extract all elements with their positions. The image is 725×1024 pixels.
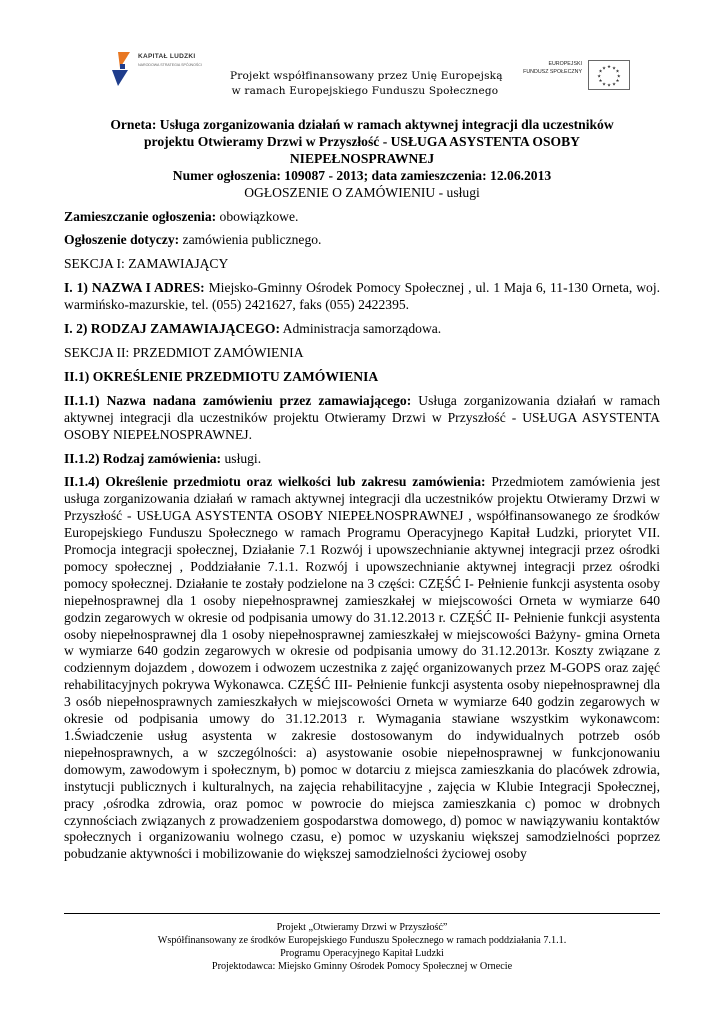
section-1-heading: SEKCJA I: ZAMAWIAJĄCY xyxy=(64,256,229,272)
notice-number-date: Numer ogłoszenia: 109087 - 2013; data zamieszczenia: 12.06.2013 xyxy=(172,167,552,183)
svg-text:★: ★ xyxy=(616,74,621,80)
kapital-ludzki-emblem-icon xyxy=(108,50,136,90)
placement-label: Zamieszczanie ogłoszenia: xyxy=(64,208,217,224)
name-address-label: I. 1) NAZWA I ADRES: xyxy=(64,280,205,296)
ii12-label: II.1.2) Rodzaj zamówienia: xyxy=(64,450,222,466)
placement-value: obowiązkowe. xyxy=(216,208,299,224)
ii1-heading-text: II.1) OKREŚLENIE PRZEDMIOTU ZAMÓWIENIA xyxy=(64,368,379,384)
efs-logo xyxy=(516,60,636,90)
ii11-value: Usługa zorganizowania działań w ramach aktywnej integracji dla uczestników projektu Otwieramy Drzwi w Przyszłość - USŁUGA ASYSTENTA OSOBY NIEPEŁNOSPRAWNEJ. xyxy=(64,392,660,442)
footer-line-1: Projekt „Otwieramy Drzwi w Przyszłość” xyxy=(276,922,448,933)
efs-logo-line-1: EUROPEJSKI xyxy=(548,61,582,67)
notice-title-line-2: projektu Otwieramy Drzwi w Przyszłość - USŁUGA ASYSTENTA OSOBY xyxy=(143,133,580,149)
ii12-paragraph xyxy=(64,451,660,468)
ii11-paragraph xyxy=(64,393,660,444)
notice-title-line-3: NIEPEŁNOSPRAWNEJ xyxy=(289,150,435,166)
name-address-paragraph xyxy=(64,280,660,314)
page-footer xyxy=(64,921,660,973)
notice-type: OGŁOSZENIE O ZAMÓWIENIU - usługi xyxy=(244,184,480,200)
ii14-value: Przedmiotem zamówienia jest usługa zorganizowania działań w ramach aktywnej integracji dla uczestników projektu Otwieramy Drzwi w Przyszłość - USŁUGA ASYSTENTA OSOBY NIEPEŁNOSPRAWNEJ , współfinansowanego ze środków Europejskiego Funduszu Społecznego w ramach Programu Operacyjnego Kapitał Ludzki, priorytet VII. Promocja integracji społecznej, Działanie 7.1 Rozwój i upowszechnianie aktywnej integracji przez ośrodki pomocy społecznej , Poddziałanie 7.1.1. Rozwój i upowszechnianie aktywnej integracji przez ośrodki pomocy społecznej. Działanie te zostały podzielone na 3 części: CZĘŚĆ I- Pełnienie funkcji asystenta osoby niepełnosprawnej dla 1 osoby niepełnosprawnej zamieszkałej w miejscowości Orneta w wymiarze 640 godzin zegarowych w okresie od podpisania umowy do 31.12.2013 r. CZĘŚĆ II- Pełnienie funkcji asystenta osoby niepełnosprawnej dla 1 osoby niepełnosprawnej zamieszkałej w miejscowości Bażyny- gmina Orneta w wymiarze 640 godzin zegarowych w okresie od podpisania umowy do 31.12.2013r. Koszty związane z codziennym dojazdem , dowozem i odwozem uczestnika z zajęć organizowanych przez M-GOPS oraz zajęć rehabilitacyjnych pokrywa Wykonawca. CZĘŚĆ III- Pełnienie funkcji asystenta osoby niepełnosprawnej dla 3 osób niepełnosprawnych zamieszkałych w miejscowości Orneta w wymiarze 640 godzin zegarowych w okresie od podpisania umowy do 31.12.2013 r. Wymagania stawiane wszystkim wykonawcom: 1.Świadczenie usług asystenta w zakresie dostosowanym do indywidualnych potrzeb osób niepełnosprawnych, a w szczególności: a) asystowanie osobie niepełnosprawnej w funkcjonowaniu domowym, zawodowym i społecznym, b) pomoc w dotarciu z miejsca zamieszkania do placówek zdrowia, instytucji publicznych i kulturalnych, na zajęcia rehabilitacyjne , zajęcia w Klubie Integracji Społecznej, pracy ,ośrodka zdrowia, oraz pomoc w powrocie do miejsca zamieszkania c) pomoc w drobnych czynnościach związanych z prowadzeniem gospodarstwa domowego, d) pomoc w nawiązywaniu kontaktów społecznych i organizowaniu wolnego czasu, e) pomoc w uzyskaniu większej samodzielności poprzez pobudzanie aktywności i mobilizowanie do większej samodzielności życiowej osoby xyxy=(64,474,660,862)
ii1-heading xyxy=(64,369,660,386)
svg-text:★: ★ xyxy=(611,66,617,72)
footer-line-4: Projektodawca: Miejsko Gminny Ośrodek Pomocy Społecznej w Ornecie xyxy=(211,961,513,972)
svg-text:★: ★ xyxy=(601,82,607,88)
name-address-value: Miejsko-Gminny Ośrodek Pomocy Społecznej , ul. 1 Maja 6, 11-130 Orneta, woj. warmińsko-mazurskie, tel. (055) 2421627, faks (055) 2422395. xyxy=(64,280,660,313)
svg-text:★: ★ xyxy=(598,78,603,84)
ii12-value: usługi. xyxy=(221,450,262,466)
ii11-label: II.1.1) Nazwa nadana zamówieniu przez zamawiającego: xyxy=(64,392,412,408)
svg-text:★: ★ xyxy=(601,66,607,72)
contracting-type-label: I. 2) RODZAJ ZAMAWIAJĄCEGO: xyxy=(64,321,280,337)
svg-text:★: ★ xyxy=(606,65,612,70)
footer-line-2: Współfinansowany ze środków Europejskiego Funduszu Społecznego w ramach poddziałania 7.1.1. xyxy=(157,935,567,946)
document-body xyxy=(64,117,660,863)
footer-line-3: Programu Operacyjnego Kapitał Ludzki xyxy=(280,948,444,959)
header-project-line-2: w ramach Europejskiego Funduszu Społecznego xyxy=(231,85,499,97)
efs-logo-line-2: FUNDUSZ SPOŁECZNY xyxy=(523,69,582,75)
page-header xyxy=(0,0,725,110)
svg-text:★: ★ xyxy=(606,83,612,89)
kl-logo-title: KAPITAŁ LUDZKI xyxy=(138,53,196,60)
concerns-label: Ogłoszenie dotyczy: xyxy=(64,232,180,248)
contracting-type-value: Administracja samorządowa. xyxy=(280,321,442,337)
placement-paragraph xyxy=(64,209,660,226)
ii14-label: II.1.4) Określenie przedmiotu oraz wielkości lub zakresu zamówienia: xyxy=(64,474,486,490)
svg-text:★: ★ xyxy=(615,78,620,84)
efs-logo-text xyxy=(516,60,582,76)
footer-divider xyxy=(64,913,660,914)
kl-logo-subtitle: NARODOWA STRATEGIA SPÓJNOŚCI xyxy=(138,63,202,67)
header-project-line-1: Projekt współfinansowany przez Unię Europejską xyxy=(230,70,503,82)
notice-title-line-1: Orneta: Usługa zorganizowania działań w ramach aktywnej integracji dla uczestników xyxy=(110,117,614,132)
eu-flag-icon xyxy=(588,60,630,90)
contracting-type-paragraph xyxy=(64,321,660,338)
svg-text:★: ★ xyxy=(598,69,603,75)
svg-text:★: ★ xyxy=(615,69,620,75)
concerns-paragraph xyxy=(64,232,660,249)
concerns-value: zamówienia publicznego. xyxy=(179,232,322,248)
section-2-heading: SEKCJA II: PRZEDMIOT ZAMÓWIENIA xyxy=(64,344,304,360)
kapital-ludzki-logo xyxy=(108,50,216,90)
svg-text:★: ★ xyxy=(597,74,602,80)
svg-text:★: ★ xyxy=(611,82,617,88)
ii14-paragraph xyxy=(64,474,660,863)
